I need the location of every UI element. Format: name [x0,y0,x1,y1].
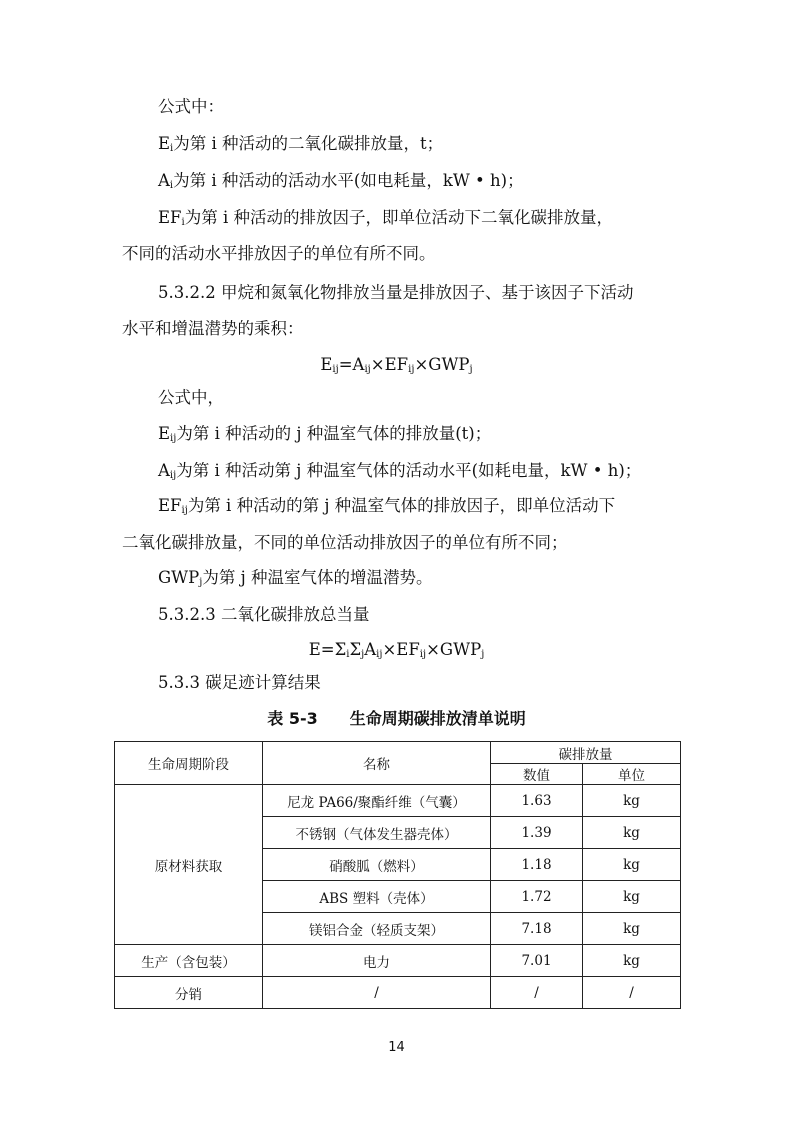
text-line: $A_i$为第 i 种活动的活动水平(如电耗量，kW • h)； [158,171,524,191]
formula-2: $E=\Sigma_i\Sigma_jA_{ij}\times EF_{ij}\times GWP_j$ [308,640,485,660]
header-emission: 碳排放量 [491,742,681,764]
text-line: 公式中： [158,97,224,116]
value-cell: 1.18 [491,849,583,881]
text-line: 公式中， [158,388,224,407]
text-line: $A_{ij}$为第 i 种活动第 j 种温室气体的活动水平(如耗电量，kW • h)； [158,461,642,481]
name-cell: 尼龙 PA66/聚酯纤维（气囊） [263,785,491,817]
header-value: 数值 [491,764,583,785]
header-name: 名称 [263,742,491,785]
section-heading: 5.3.3 碳足迹计算结果 [158,673,321,692]
table-caption: 表 5-3 生命周期碳排放清单说明 [267,709,526,728]
table-row [115,977,681,1009]
text-line: 5.3.2.3 二氧化碳排放总当量 [158,605,370,624]
stage-cell: 分销 [115,977,263,1009]
header-stage: 生命周期阶段 [115,742,263,785]
value-cell: 1.72 [491,881,583,913]
unit-cell: kg [583,913,681,945]
formula-1: $E_{ij}=A_{ij}\times EF_{ij}\times GWP_j$ [320,355,473,375]
unit-cell: kg [583,849,681,881]
table-row [115,785,681,817]
value-cell: 1.39 [491,817,583,849]
text-line: $EF_i$为第 i 种活动的排放因子，即单位活动下二氧化碳排放量， [158,208,613,228]
text-line: 二氧化碳排放量，不同的单位活动排放因子的单位有所不同； [122,533,568,552]
unit-cell: kg [583,945,681,977]
unit-cell: kg [583,817,681,849]
page-number: 14 [388,1040,405,1055]
text-line: 5.3.2.2 甲烷和氮氧化物排放当量是排放因子、基于该因子下活动 [158,283,634,302]
name-cell: 硝酸胍（燃料） [263,849,491,881]
name-cell: / [263,977,491,1009]
name-cell: 不锈钢（气体发生器壳体） [263,817,491,849]
text-line: 不同的活动水平排放因子的单位有所不同。 [122,244,436,263]
name-cell: ABS 塑料（壳体） [263,881,491,913]
value-cell: 7.01 [491,945,583,977]
name-cell: 镁铝合金（轻质支架） [263,913,491,945]
header-unit: 单位 [583,764,681,785]
text-line: $E_{ij}$为第 i 种活动的 j 种温室气体的排放量(t)； [158,424,492,444]
text-line: $GWP_j$为第 j 种温室气体的增温潜势。 [158,568,433,588]
stage-cell: 生产（含包装） [115,945,263,977]
text-line: 水平和增温潜势的乘积： [122,319,304,338]
unit-cell: kg [583,881,681,913]
name-cell: 电力 [263,945,491,977]
value-cell: 1.63 [491,785,583,817]
value-cell: 7.18 [491,913,583,945]
value-cell: / [491,977,583,1009]
table-row [115,945,681,977]
unit-cell: / [583,977,681,1009]
unit-cell: kg [583,785,681,817]
stage-cell: 原材料获取 [115,785,263,945]
text-line: $E_i$为第 i 种活动的二氧化碳排放量，t； [158,134,444,154]
text-line: $EF_{ij}$为第 i 种活动的第 j 种温室气体的排放因子，即单位活动下 [158,496,616,516]
emission-table [114,741,681,1009]
